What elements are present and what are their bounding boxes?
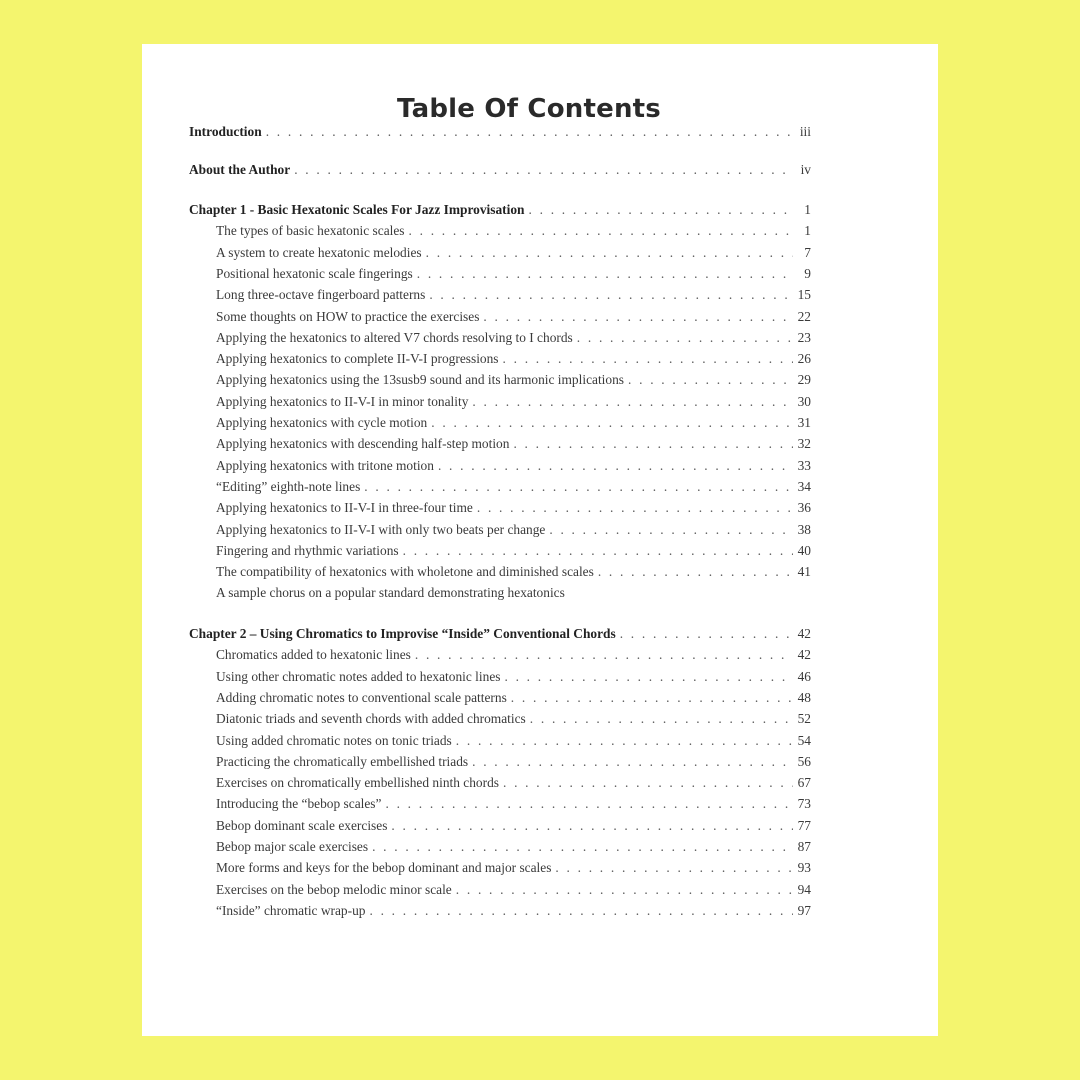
toc-entry-page: 77 (797, 817, 811, 833)
toc-entry-page: 97 (797, 902, 811, 918)
leader-dots (266, 124, 793, 140)
toc-entry-page: 42 (797, 626, 811, 641)
toc-entry (189, 711, 811, 731)
toc-entry (189, 754, 811, 774)
toc-entry-label: About the Author (189, 162, 291, 177)
toc-entry (189, 733, 811, 753)
leader-dots (369, 903, 793, 919)
leader-dots (620, 626, 793, 642)
toc-entry-page: 42 (797, 647, 811, 663)
leader-dots (417, 266, 793, 282)
toc-entry-page: 31 (797, 415, 811, 430)
leader-dots (426, 245, 793, 261)
leader-dots (472, 394, 793, 410)
toc-entry-label: Chapter 1 - Basic Hexatonic Scales For Jazz Improvisation (189, 202, 525, 217)
toc-entry-label: Long three-octave fingerboard patterns (216, 287, 426, 303)
toc-entry-page: iv (800, 162, 811, 177)
toc-entry (189, 690, 811, 710)
toc-entry-page: 26 (797, 351, 811, 367)
toc-entry-label: The compatibility of hexatonics with wholetone and diminished scales (216, 564, 594, 580)
leader-dots (549, 522, 793, 538)
toc-entry-label: Chapter 2 – Using Chromatics to Improvise “Inside” Conventional Chords (189, 626, 616, 641)
toc-entry-label: Bebop major scale exercises (216, 839, 369, 854)
toc-entry-label: Adding chromatic notes to conventional scale patterns (216, 689, 507, 705)
toc-entry (189, 839, 811, 859)
toc-entry-label: Applying hexatonics with cycle motion (216, 415, 428, 430)
leader-dots (529, 202, 794, 218)
toc-entry-label: A system to create hexatonic melodies (216, 244, 422, 260)
page-title: Table Of Contents (397, 94, 661, 124)
toc-entry-page: 52 (797, 711, 811, 727)
toc-entry-label: Chromatics added to hexatonic lines (216, 647, 411, 663)
toc-entry (189, 903, 811, 923)
toc-entry (189, 330, 811, 350)
leader-dots (577, 330, 793, 346)
leader-dots (598, 564, 793, 580)
leader-dots (472, 754, 793, 770)
toc-entry-page: 41 (797, 564, 811, 580)
toc-entry (189, 818, 811, 838)
toc-entry-page: 40 (797, 542, 811, 558)
toc-entry-page: 73 (797, 796, 811, 812)
toc-entry-page: 46 (797, 668, 811, 684)
toc-entry-label: Practicing the chromatically embellished triads (216, 753, 469, 769)
toc-entry-page: 32 (797, 436, 811, 452)
toc-entry (189, 245, 811, 265)
toc-entry (189, 309, 811, 329)
toc-entry-page: 34 (797, 478, 811, 494)
toc-entry-page: 7 (804, 244, 811, 260)
toc-entry-page: 38 (797, 521, 811, 537)
toc-entry-label: “Editing” eighth-note lines (216, 478, 361, 494)
leader-dots (477, 500, 793, 516)
leader-dots (530, 711, 793, 727)
leader-dots (364, 479, 793, 495)
toc-entry (189, 882, 811, 902)
toc-entry-label: Positional hexatonic scale fingerings (216, 265, 413, 281)
leader-dots (429, 287, 793, 303)
toc-entry-page: 22 (797, 308, 811, 324)
leader-dots (456, 733, 793, 749)
toc-entry-page: 9 (804, 265, 811, 281)
toc-entry (189, 647, 811, 667)
toc-entry (189, 543, 811, 563)
toc-entry-chapter-1 (189, 202, 811, 222)
leader-dots (391, 818, 793, 834)
toc-entry-page: 54 (797, 732, 811, 748)
toc-entry-label: A sample chorus on a popular standard demonstrating hexatonics (216, 585, 565, 601)
toc-entry-page: 33 (797, 457, 811, 473)
toc-entry-page: 29 (797, 372, 811, 388)
leader-dots (415, 647, 793, 663)
toc-entry-label: Applying the hexatonics to altered V7 chords resolving to I chords (216, 329, 573, 345)
leader-dots (431, 415, 793, 431)
toc-entry-page: 94 (797, 881, 811, 897)
leader-dots (511, 690, 793, 706)
toc-entry (189, 351, 811, 371)
toc-entry-page: 15 (797, 287, 811, 303)
leader-dots (483, 309, 793, 325)
toc-entry (189, 394, 811, 414)
leader-dots (503, 351, 793, 367)
toc-entry-label: Applying hexatonics using the 13susb9 sound and its harmonic implications (216, 372, 625, 388)
toc-entry-label: Some thoughts on HOW to practice the exercises (216, 308, 480, 324)
toc-entry-label: Exercises on the bebop melodic minor scale (216, 881, 452, 897)
toc-entry-label: Exercises on chromatically embellished ninth chords (216, 775, 499, 791)
toc-entry (189, 522, 811, 542)
toc-entry-page: 56 (797, 753, 811, 769)
toc-entry-label: Using added chromatic notes on tonic triads (216, 732, 452, 748)
toc-entry-page: 87 (797, 839, 811, 854)
leader-dots (628, 372, 793, 388)
toc-entry-page: 30 (797, 393, 811, 409)
leader-dots (409, 223, 793, 239)
toc-entry-page: 48 (797, 689, 811, 705)
toc-entry (189, 479, 811, 499)
leader-dots (403, 543, 793, 559)
leader-dots (503, 775, 793, 791)
toc-entry-page: 1 (804, 202, 811, 217)
toc-entry (189, 669, 811, 689)
toc-entry-label: “Inside” chromatic wrap-up (216, 902, 366, 918)
toc-entry-label: The types of basic hexatonic scales (216, 223, 405, 239)
toc-entry-label: Applying hexatonics to II-V-I with only two beats per change (216, 521, 546, 537)
toc-entry-page: 36 (797, 500, 811, 516)
toc-entry-label: Diatonic triads and seventh chords with added chromatics (216, 711, 526, 727)
toc-entry-label: Introduction (189, 124, 262, 139)
toc-entry (189, 796, 811, 816)
toc-entry-label: Using other chromatic notes added to hexatonic lines (216, 668, 501, 684)
leader-dots (438, 458, 793, 474)
leader-dots (385, 796, 793, 812)
toc-entry (189, 223, 811, 243)
toc-entry (189, 500, 811, 520)
toc-entry (189, 436, 811, 456)
toc-entry-label: Fingering and rhythmic variations (216, 542, 399, 558)
toc-entry-chapter-2 (189, 626, 811, 646)
toc-entry (189, 564, 811, 584)
toc-entry-about-author (189, 162, 811, 182)
leader-dots (513, 436, 793, 452)
leader-dots (555, 860, 793, 876)
leader-dots (504, 669, 793, 685)
toc-entry-page: 67 (797, 775, 811, 791)
toc-entry (189, 458, 811, 478)
leader-dots (294, 162, 793, 178)
toc-entry-page: iii (799, 124, 811, 139)
toc-entry-label: Applying hexatonics to II-V-I in minor tonality (216, 393, 469, 409)
toc-entry (189, 287, 811, 307)
toc-entry-label: Introducing the “bebop scales” (216, 796, 382, 812)
toc-entry-label: Applying hexatonics to complete II-V-I progressions (216, 351, 499, 367)
toc-entry-label: More forms and keys for the bebop dominant and major scales (216, 860, 552, 876)
toc-entry (189, 775, 811, 795)
toc-entry-page: 93 (797, 860, 811, 876)
toc-entry-label: Applying hexatonics with descending half-step motion (216, 436, 510, 452)
toc-entry-page: 1 (804, 223, 811, 239)
leader-dots (372, 839, 793, 855)
toc-entry (189, 585, 811, 605)
toc-entry-label: Applying hexatonics with tritone motion (216, 457, 434, 473)
toc-entry-label: Bebop dominant scale exercises (216, 817, 388, 833)
toc-entry-introduction (189, 124, 811, 144)
toc-entry-page: 23 (797, 329, 811, 345)
toc-entry-label: Applying hexatonics to II-V-I in three-four time (216, 500, 473, 516)
toc-entry (189, 266, 811, 286)
toc-entry (189, 860, 811, 880)
toc-entry (189, 372, 811, 392)
leader-dots (456, 882, 793, 898)
toc-entry (189, 415, 811, 435)
document-page (142, 44, 938, 1036)
